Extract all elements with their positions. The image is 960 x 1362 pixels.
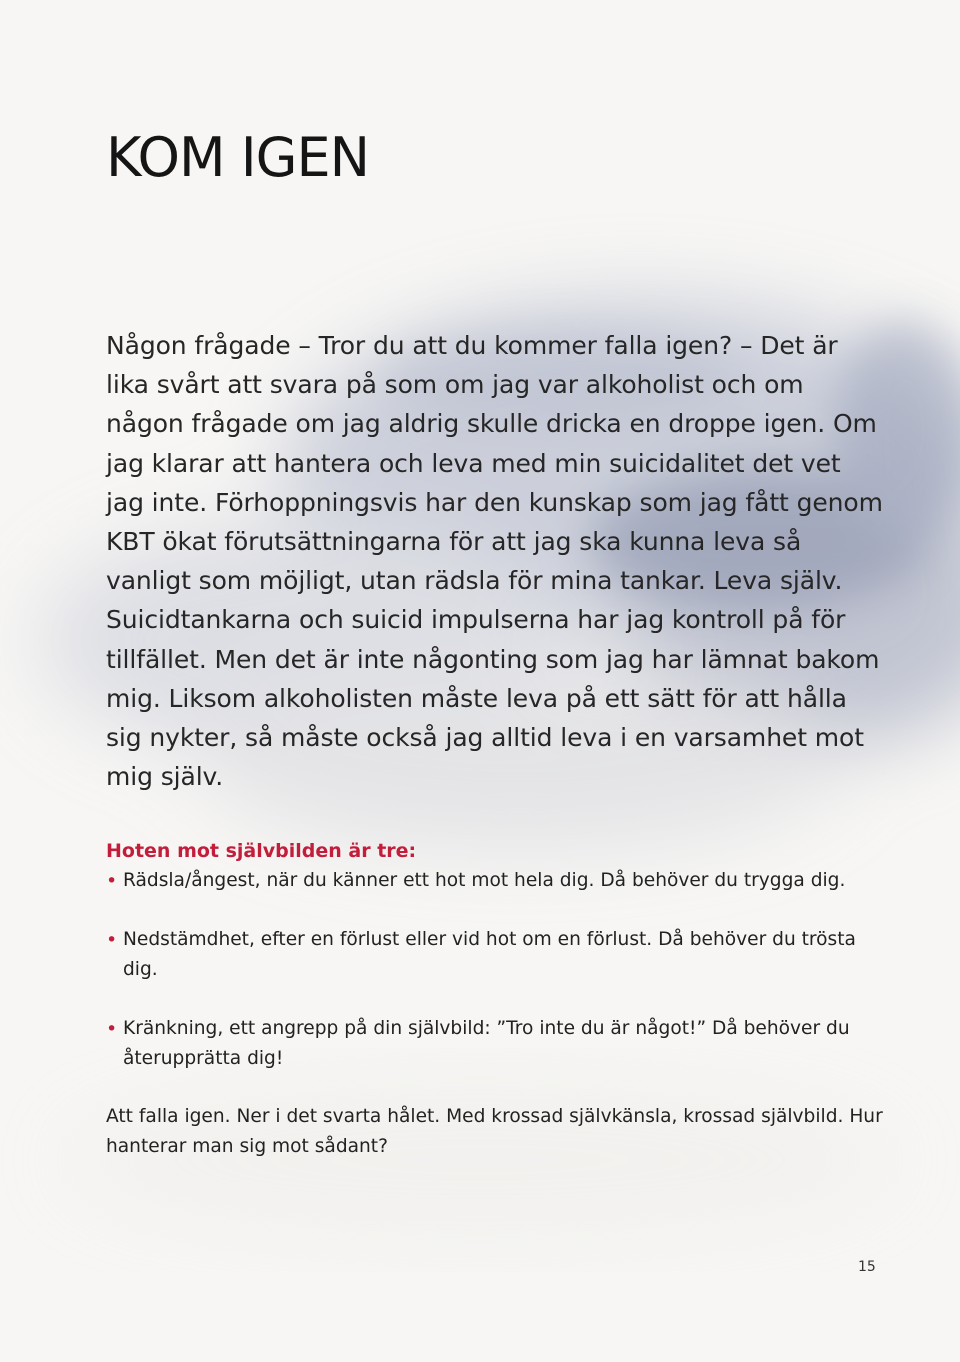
- bullet-icon: •: [106, 929, 118, 951]
- body-paragraph: Någon frågade – Tror du att du kommer falla igen? – Det är lika svårt att svara på som om jag var alkoholist och om någon frågade om jag aldrig skulle dricka en droppe igen. Om jag klarar att hantera och leva med min suicidalitet det vet jag inte. Förhoppningsvis har den kunskap som jag fått genom KBT ökat förutsättningarna för att jag ska kunna leva så vanligt som möjligt, utan rädsla för mina tankar. Leva själv. Suicidtankarna och suicid impulserna har jag kontroll på för tillfället. Men det är inte någonting som jag har lämnat bakom mig. Liksom alkoholisten måste leva på ett sätt för att hålla sig nykter, så måste också jag alltid leva i en varsamhet mot mig själv.: [106, 331, 883, 792]
- threat-item-text: Nedstämdhet, efter en förlust eller vid hot om en förlust. Då behöver du trösta dig.: [123, 929, 856, 980]
- list-item: [106, 925, 896, 985]
- threat-item-text: Rädsla/ångest, när du känner ett hot mot hela dig. Då behöver du trygga dig.: [123, 870, 846, 891]
- page-title: KOM IGEN: [106, 126, 370, 189]
- bullet-icon: •: [106, 1018, 118, 1040]
- page-number: 15: [858, 1259, 876, 1275]
- threat-item-text: Kränkning, ett angrepp på din självbild: ”Tro inte du är något!” Då behöver du återupprätta dig!: [123, 1018, 850, 1069]
- bullet-icon: •: [106, 870, 118, 892]
- list-item: [106, 866, 896, 896]
- list-item: [106, 1014, 896, 1074]
- threat-list: [106, 866, 896, 1103]
- threats-heading: Hoten mot självbilden är tre:: [106, 840, 417, 862]
- closing-paragraph: Att falla igen. Ner i det svarta hålet. Med krossad självkänsla, krossad självbild. Hur hanterar man sig mot sådant?: [106, 1106, 883, 1157]
